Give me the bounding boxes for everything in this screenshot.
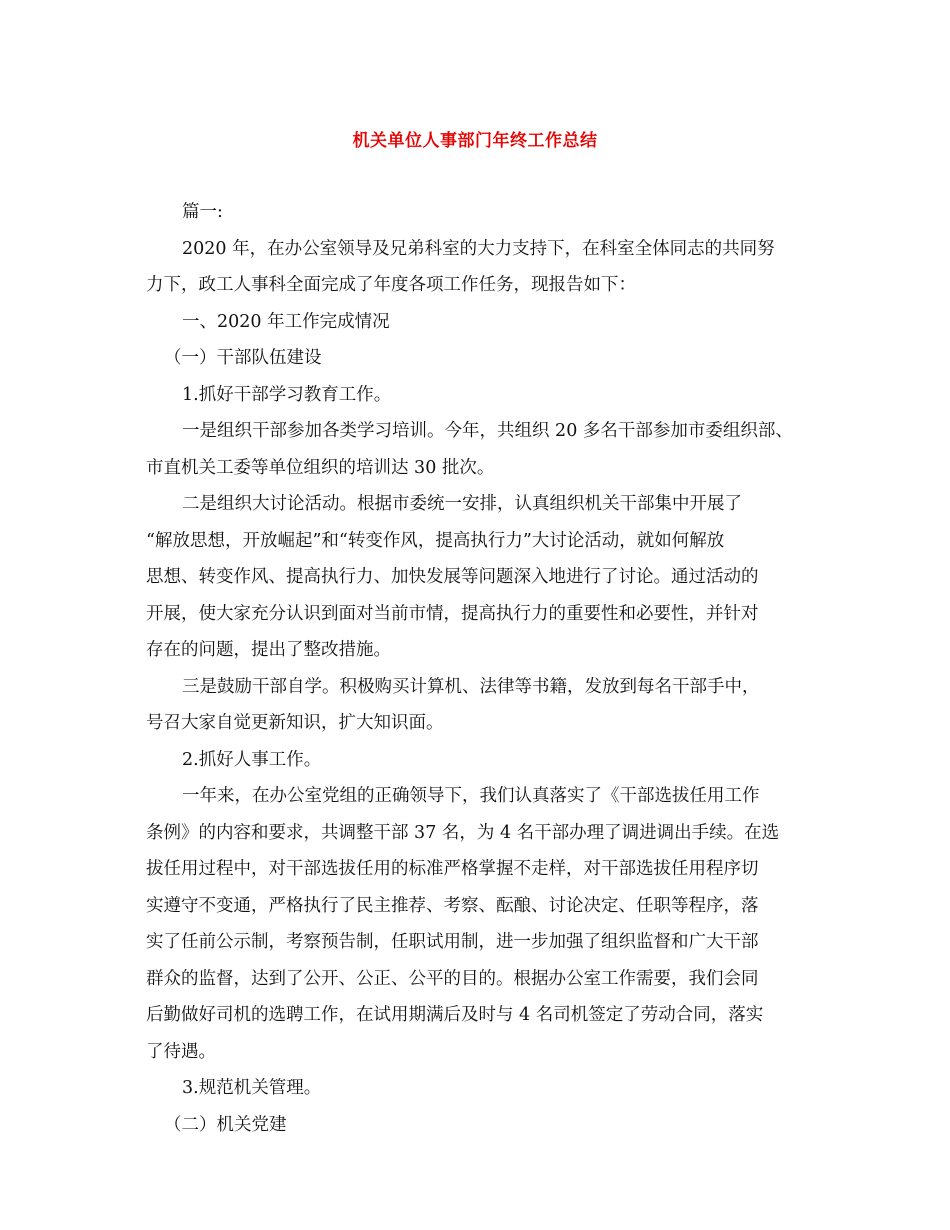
- heading-line: （一）干部队伍建设: [164, 348, 322, 368]
- paragraph-line: 思想、转变作风、提高执行力、加快发展等问题深入地进行了讨论。通过活动的: [146, 567, 759, 587]
- paragraph-line: “解放思想，开放崛起”和“转变作风，提高执行力”大讨论活动，就如何解放: [146, 530, 725, 551]
- paragraph-line: 拔任用过程中，对干部选拔任用的标准严格掌握不走样，对干部选拔任用程序切: [146, 859, 759, 879]
- paragraph-line: 市直机关工委等单位组织的培训达 30 批次。: [146, 457, 495, 478]
- paragraph-line: 开展，使大家充分认识到面对当前市情，提高执行力的重要性和必要性，并针对: [146, 603, 759, 624]
- paragraph-line: 群众的监督，达到了公开、公正、公平的目的。根据办公室工作需要，我们会同: [146, 968, 759, 989]
- paragraph-line: 一是组织干部参加各类学习培训。今年，共组织 20 多名干部参加市委组织部、: [182, 421, 793, 441]
- section-label: 篇一:: [182, 202, 223, 222]
- heading-line: 3.规范机关管理。: [182, 1078, 322, 1098]
- paragraph-line: 一年来，在办公室党组的正确领导下，我们认真落实了《干部选拔任用工作: [182, 786, 760, 806]
- document-title: 机关单位人事部门年终工作总结: [352, 131, 598, 151]
- document-body: [146, 194, 826, 1143]
- paragraph-line: 号召大家自觉更新知识，扩大知识面。: [146, 713, 444, 733]
- paragraph-line: 了待遇。: [146, 1041, 216, 1062]
- paragraph-line: 力下，政工人事科全面完成了年度各项工作任务，现报告如下：: [146, 275, 636, 295]
- heading-line: （二）机关党建: [164, 1114, 287, 1135]
- paragraph-line: 三是鼓励干部自学。积极购买计算机、法律等书籍，发放到每名干部手中，: [182, 676, 760, 697]
- heading-line: 1.抓好干部学习教育工作。: [182, 384, 392, 405]
- heading-line: 2.抓好人事工作。: [182, 749, 322, 770]
- paragraph-line: 后勤做好司机的选聘工作，在试用期满后及时与 4 名司机签定了劳动合同，落实: [146, 1005, 764, 1025]
- paragraph-line: 二是组织大讨论活动。根据市委统一安排，认真组织机关干部集中开展了: [182, 494, 742, 514]
- paragraph-line: 条例》的内容和要求，共调整干部 37 名，为 4 名干部办理了调进调出手续。在选: [146, 822, 780, 843]
- paragraph-line: 2020 年，在办公室领导及兄弟科室的大力支持下，在科室全体同志的共同努: [182, 238, 775, 259]
- paragraph-line: 实了任前公示制，考察预告制，任职试用制，进一步加强了组织监督和广大干部: [146, 932, 759, 952]
- paragraph-line: 存在的问题，提出了整改措施。: [146, 640, 391, 660]
- heading-line: 一、2020 年工作完成情况: [182, 311, 390, 332]
- paragraph-line: 实遵守不变通，严格执行了民主推荐、考察、酝酿、讨论决定、任职等程序，落: [146, 895, 759, 916]
